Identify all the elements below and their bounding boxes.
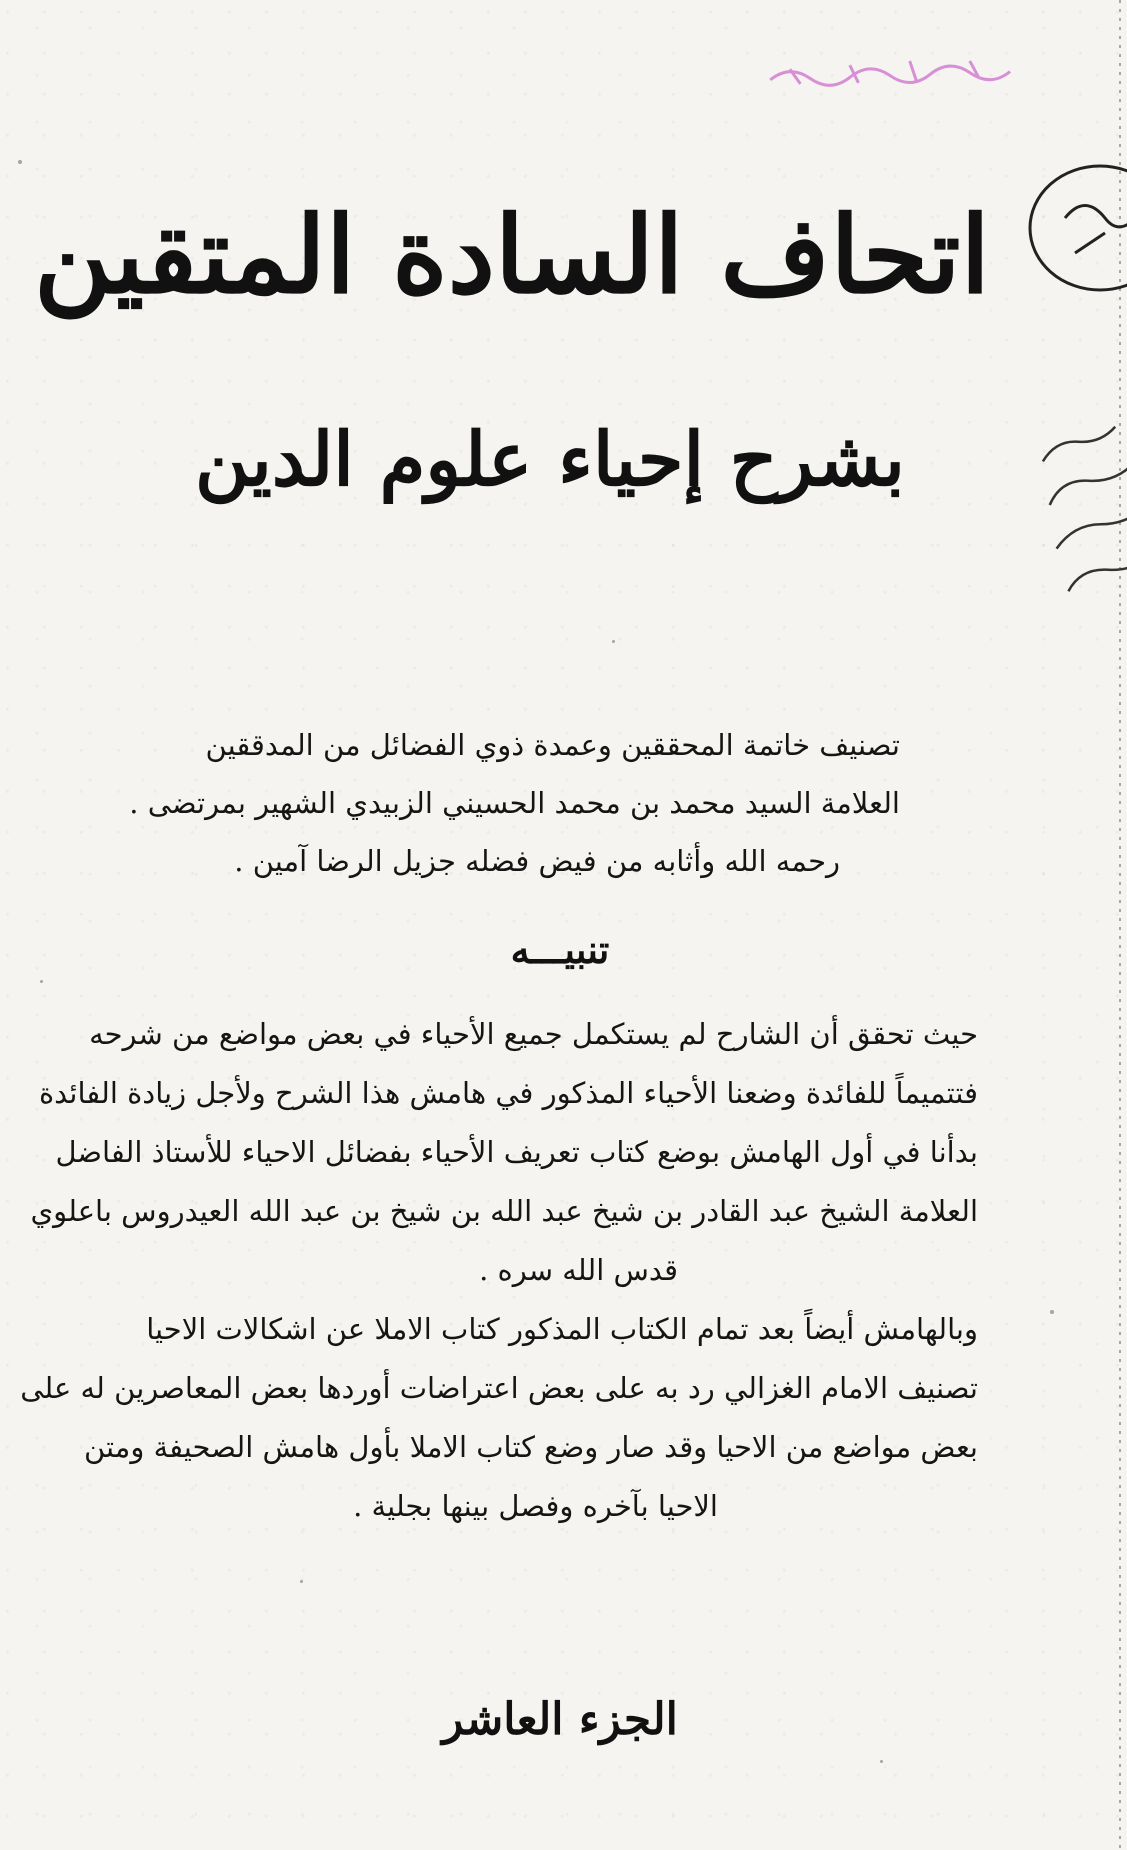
notice-line: وبالهامش أيضاً بعد تمام الكتاب المذكور كتاب الاملا عن اشكالات الاحيا: [146, 1312, 978, 1346]
notice-body: [20, 1005, 978, 1536]
scan-speck: [612, 640, 615, 643]
author-credit: [129, 716, 900, 890]
volume-label: الجزء العاشر: [442, 1694, 678, 1745]
notice-line: تصنيف الامام الغزالي رد به على بعض اعتراضات أوردها بعض المعاصرين له على: [20, 1371, 978, 1405]
notice-line: العلامة الشيخ عبد القادر بن شيخ عبد الله بن شيخ بن عبد الله العيدروس باعلوي: [30, 1194, 978, 1228]
scan-speck: [40, 980, 43, 983]
notice-line: حيث تحقق أن الشارح لم يستكمل جميع الأحياء في بعض مواضع من شرحه: [89, 1017, 978, 1051]
notice-line: قدس الله سره .: [479, 1253, 678, 1287]
author-line: تصنيف خاتمة المحققين وعمدة ذوي الفضائل من المدققين: [205, 728, 900, 762]
notice-line: بدأنا في أول الهامش بوضع كتاب تعريف الأحياء بفضائل الاحياء للأستاذ الفاضل: [55, 1135, 978, 1169]
handwritten-margin-note: [1000, 410, 1127, 629]
notice-heading: تنبيـــه: [510, 927, 610, 972]
scan-speck: [1050, 1310, 1054, 1314]
handwritten-circle-mark: [1015, 158, 1127, 308]
book-subtitle: بشرح إحياء علوم الدين: [194, 417, 906, 503]
library-stamp: [759, 40, 1061, 100]
author-line: رحمه الله وأثابه من فيض فضله جزيل الرضا آمين .: [234, 844, 840, 878]
notice-line: فتتميماً للفائدة وضعنا الأحياء المذكور في هامش هذا الشرح ولأجل زيادة الفائدة: [38, 1076, 978, 1110]
scan-speck: [880, 1760, 883, 1763]
author-line: العلامة السيد محمد بن محمد الحسيني الزبيدي الشهير بمرتضى .: [129, 786, 900, 820]
notice-line: بعض مواضع من الاحيا وقد صار وضع كتاب الاملا بأول هامش الصحيفة ومتن: [83, 1430, 978, 1464]
book-title: اتحاف السادة المتقين: [33, 192, 990, 317]
scan-speck: [300, 1580, 303, 1583]
notice-line: الاحيا بآخره وفصل بينها بجلية .: [353, 1489, 718, 1523]
scan-speck: [18, 160, 22, 164]
